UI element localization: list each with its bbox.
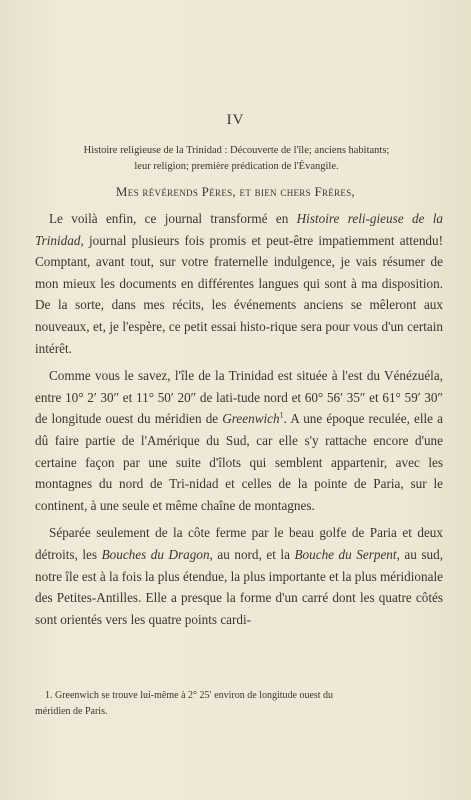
p2-text-c: . A une époque reculée, elle a dû faire partie de l'Amérique du Sud, car elle s'y rattache encore d'une certaine façon par une suite d'îlots qui semblent appartenir, avec les montagnes du nord de Tri-nidad et celles de la pointe de Paria, sur le continent, à une seule et même chaîne de montagnes.: [35, 411, 443, 513]
footnote-line-2: méridien de Paris.: [35, 706, 108, 717]
paragraph-1: [35, 208, 443, 359]
paragraph-2: [35, 365, 443, 516]
footnote-ref: 1: [279, 410, 284, 420]
p3-italic-dragon: Bouches du Dragon: [101, 546, 210, 562]
chapter-summary: [28, 143, 445, 175]
p3-italic-serpent: Bouche du Serpent: [294, 546, 397, 562]
p2-text-a: Comme vous le savez, l'île de la Trinidad est située à l'est du Vénézuéla, entre 10° 2′ 30″ et 11° 50′ 20″ de lati-tude nord et 60° 56′ 35″ et 61° 59′ 30″ de longitude ouest du méridien de: [35, 368, 443, 427]
paragraph-3: [35, 522, 443, 630]
salutation: Mes révérends Pères, et bien chers Frères,: [115, 184, 356, 199]
chapter-number: IV: [226, 112, 245, 128]
body-text: [35, 208, 443, 630]
p3-text-e: , au sud, notre île est à la fois la plus étendue, la plus importante et la plus méridionale des Petites-Antilles. Elle a presque la forme d'un carré dont les quatre côtés sont orientés vers les quatre points cardi-: [35, 546, 443, 627]
footnote: [35, 688, 445, 720]
footnote-line-1: 1. Greenwich se trouve lui-même à 2° 25′ environ de longitude ouest du: [45, 690, 334, 701]
p3-text-c: , au nord, et la: [209, 546, 295, 562]
summary-line-2: leur religion; première prédication de l'Évangile.: [134, 161, 339, 172]
p1-text-a: Le voilà enfin, ce journal transformé en: [49, 211, 297, 226]
p3-text-a: Séparée seulement de la côte ferme par le beau golfe de Paria et deux détroits, les: [35, 525, 443, 562]
summary-line-1: Histoire religieuse de la Trinidad : Découverte de l'île; anciens habitants;: [83, 145, 390, 156]
p1-text-c: , journal plusieurs fois promis et peut-être impatiemment attendu! Comptant, avant tout, sur votre fraternelle indulgence, je vais résumer de mon mieux les documents en différentes langues qui sont à ma disposition. De la sorte, dans mes récits, les événements anciens se mêleront aux nouveaux, et, je l'espère, ce petit essai histo-rique sera pour vous d'un certain intérêt.: [35, 232, 443, 356]
p2-italic-greenwich: Greenwich: [222, 411, 280, 427]
p1-italic-title: Histoire reli-gieuse de la Trinidad: [35, 211, 443, 248]
